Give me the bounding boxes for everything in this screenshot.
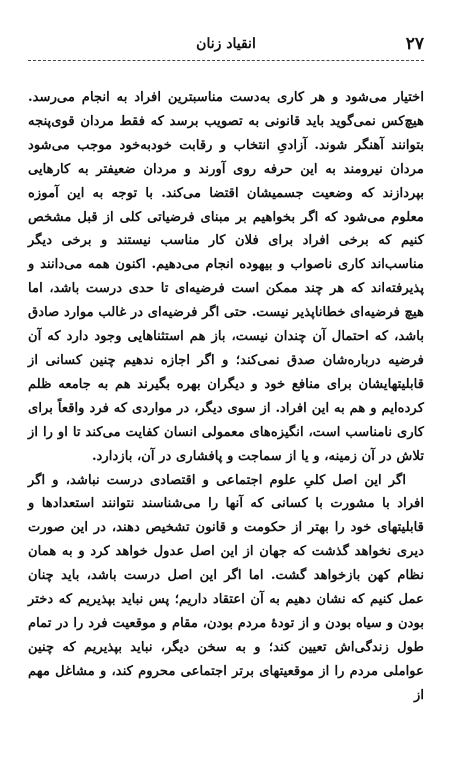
page-header [28,0,424,60]
page-number: ۲۷ [405,34,424,54]
header-divider [28,60,424,61]
paragraph: اگر این اصل کلیِ علوم اجتماعی و اقتصادی درست نباشد، و اگر افراد با مشورت با کسانی که آنها را می‌شناسند نتوانند استعدادها و قابلیتهای خود را بهتر از حکومت و قانون تشخیص دهند، در این صورت دیری نخواهد گذشت که جهان از این اصل عدول خواهد کرد و به همان نظام کهن بازخواهد گشت. اما اگر این اصل درست باشد، باید چنان عمل کنیم که نشان دهیم به آن اعتقاد داریم؛ پس نباید بپذیریم که دختر بودن و سیاه بودن و از تودهٔ مردم بودن، مقام و موقعیت فرد را در تمام طول زندگی‌اش تعیین کند؛ و به سخن دیگر، نباید بپذیریم که چنین عواملی مردم را از موقعیتهای برتر اجتماعی محروم کند، و مشاغل مهم از [28,472,424,703]
paragraph: اختیار می‌شود و هر کاری به‌دست مناسبترین افراد به انجام می‌رسد. هیچ‌کس نمی‌گوید باید قانونی به تصویب برسد که فقط مردان قوی‌پنجه بتوانند آهنگر شوند. آزادیِ انتخاب و رقابت خودبه‌خود موجب می‌شود مردان نیرومند به این حرفه روی آورند و مردان ضعیفتر به کارهایی بپردازند که وضعیت جسمیشان اقتضا می‌کند. با توجه به این آموزه معلوم می‌شود که اگر بخواهیم بر مبنای فرضیاتی کلی از قبل مشخص کنیم که برخی افراد برای فلان کار مناسب نیستند و برخی دیگر مناسب‌اند کاری ناصواب و بیهوده انجام می‌دهیم. اکنون همه می‌دانند و پذیرفته‌اند که هر چند ممکن است فرضیه‌ای تا حدی درست باشد، اما هیچ فرضیه‌ای خطاناپذیر نیست. حتی اگر فرضیه‌ای در غالب موارد صادق باشد، که احتمال آن چندان نیست، باز هم استثناهایی وجود دارد که آن فرضیه درباره‌شان صدق نمی‌کند؛ و اگر اجازه ندهیم چنین کسانی از قابلیتهایشان برای منافع خود و دیگران بهره بگیرند هم به جامعه ظلم کرده‌ایم و هم به این افراد. از سوی دیگر، در مواردی که فرد واقعاً برای کاری نامناسب است، انگیزه‌های معمولی انسان کفایت می‌کند تا او را از تلاش در آن زمینه، و یا از سماجت و پافشاری در آن، بازدارد. [28,90,424,464]
running-title: انقیاد زنان [196,36,256,52]
body-text [28,86,424,708]
